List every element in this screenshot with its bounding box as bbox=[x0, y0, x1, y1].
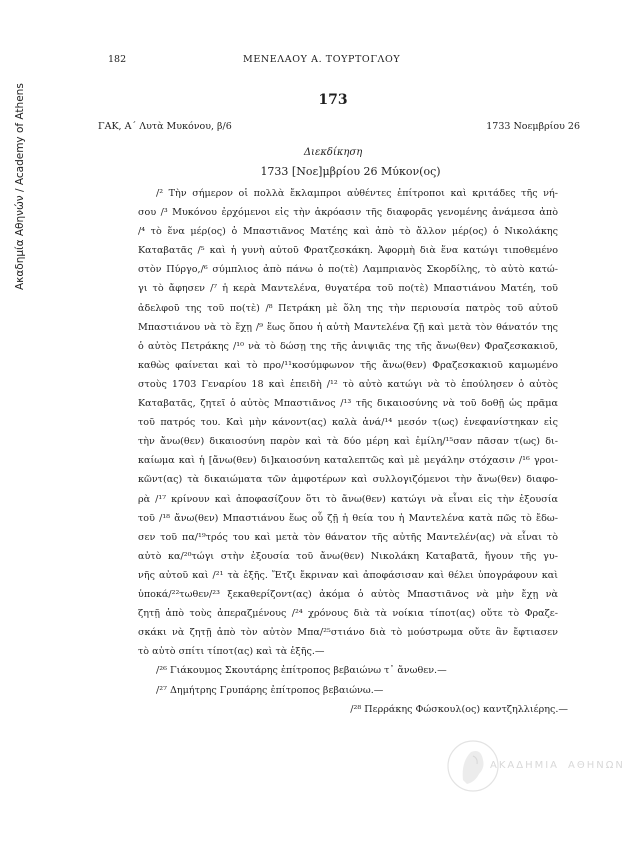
page-number: 182 bbox=[108, 54, 127, 65]
text-line: καθὼς φαίνεται καὶ τὸ προ/¹¹κοσύμφωνον τῆς ἄνω(θεν) Φραζεσκακιοῦ καμωμένο bbox=[138, 359, 558, 371]
watermark-text-left: ΑΚΑΔΗΜΙΑ bbox=[490, 760, 560, 771]
document-title: Διεκδίκηση bbox=[303, 147, 363, 158]
running-title: ΜΕΝΕΛΑΟΥ Α. ΤΟΥΡΤΟΓΛΟΥ bbox=[243, 54, 401, 65]
document-body bbox=[138, 184, 558, 661]
text-line: Καταβατᾶς, ζητεῖ ὁ αὐτὸς Μπαστιᾶνος /¹³ τῆς δικαιοσύνης νὰ τοῦ δοθῇ ὡς πρᾶμα bbox=[138, 398, 558, 410]
document-page bbox=[98, 54, 580, 720]
text-line: γι τὸ ἄφησεν /⁷ ἡ κερὰ Μαντελένα, θυγατέρα τοῦ πο(τὲ) Μπαστιάνου Ματέη, τοῦ bbox=[138, 283, 558, 295]
signature-line: /²⁸ Περράκης Φώσκουλ(ος) καντζηλλιέρης.— bbox=[350, 704, 568, 716]
archive-line bbox=[98, 121, 580, 135]
document-date-line: 1733 [Νοε]μβρίου 26 Μύκον(ος) bbox=[260, 165, 441, 178]
archive-sidebar bbox=[12, 40, 26, 290]
text-line: στοὺς 1703 Γεναρίου 18 καὶ ἐπειδὴ /¹² τὸ αὐτὸ κατώγι νὰ τὸ ἐπούλησεν ὁ αὐτὸς bbox=[138, 378, 558, 390]
text-line: ἀδελφοῦ της τοῦ πο(τὲ) /⁸ Πετράκη μὲ ὅλη της τὴν περιουσία πατρὸς τοῦ αὐτοῦ bbox=[138, 302, 558, 314]
text-line: /² Τὴν σήμερον οἱ πολλὰ ἔκλαμπροι αὐθέντες ἐπίτροποι καὶ κριτάδες τῆς νή- bbox=[156, 188, 558, 199]
text-line: /⁴ τὸ ἕνα μέρ(ος) ὁ Μπαστιᾶνος Ματέης καὶ ἀπὸ τὸ ἄλλον μέρ(ος) ὁ Νικολάκης bbox=[138, 226, 558, 238]
archive-source: ΓΑΚ, Α΄ Λυτὰ Μυκόνου, β/6 bbox=[98, 121, 232, 132]
text-line: ὑποκά/²²τωθεν/²³ ξεκαθερίζοντ(ας) ἀκόμα ὁ αὐτὸς Μπαστιᾶνος νὰ μὴν ἔχῃ νὰ bbox=[138, 588, 558, 600]
signature-line: /²⁶ Γιάκουμος Σκουτάρης ἐπίτροπος βεβαιώνω τ᾽ ἄνωθεν.— bbox=[156, 665, 447, 677]
text-line: αὐτὸ κα/²⁰τώγι στὴν ἐξουσία τοῦ ἄνω(θεν) Νικολάκη Καταβατᾶ, ἤγουν τῆς γυ- bbox=[138, 550, 558, 562]
text-line: στὸν Πύργο,/⁶ σύμπλιος ἀπὸ πάνω ὁ πο(τὲ) Λαμπριανὸς Σκορδίλης, τὸ αὐτὸ κατώ- bbox=[138, 264, 558, 276]
text-line: τὴν ἄνω(θεν) δικαιοσύνη παρὸν καὶ τὰ δύο μέρη καὶ ἐμίλη/¹⁵σαν πᾶσαν τ(ως) δι- bbox=[138, 436, 558, 448]
text-line: ρὰ /¹⁷ κρίνουν καὶ ἀποφασίζουν ὅτι τὸ ἄνω(θεν) κατώγι νὰ εἶναι εἰς τὴν ἐξουσία bbox=[138, 493, 558, 505]
document-number: 173 bbox=[318, 92, 348, 108]
text-line: τοῦ πατρός του. Καὶ μὴν κάνοντ(ας) καλὰ ἀνά/¹⁴ μεσόν τ(ως) ἐνεφανίστηκαν εἰς bbox=[138, 417, 558, 429]
watermark-text-right: ΑΘΗΝΩΝ bbox=[568, 760, 625, 771]
text-line: τὸ αὐτὸ σπίτι τίποτ(ας) καὶ τὰ ἑξῆς.— bbox=[138, 646, 325, 658]
text-line: καίωμα καὶ ἡ [ἄνω(θεν) δι]καιοσύνη καταλεπτῶς καὶ μὲ μεγάλην στόχασιν /¹⁶ γροι- bbox=[138, 455, 558, 467]
text-line: Καταβατᾶς /⁵ καὶ ἡ γυνὴ αὐτοῦ Φρατζεσκάκη. Ἀφορμὴ διὰ ἕνα κατώγι τιποθεμένο bbox=[138, 245, 558, 257]
text-line: σεν τοῦ πα/¹⁹τρός του καὶ μετὰ τὸν θάνατον τῆς αὐτῆς Μαντελέν(ας) νὰ εἶναι τὸ bbox=[138, 531, 558, 543]
signature-line: /²⁷ Δημήτρης Γρυπάρης ἐπίτροπος βεβαιώνω.— bbox=[156, 684, 384, 696]
text-line: ὁ αὐτὸς Πετράκης /¹⁰ νὰ τὸ δώσῃ της τῆς ἀνιψιᾶς της τῆς ἄνω(θεν) Φραζεσκακιοῦ, bbox=[138, 340, 558, 352]
text-line: σκάκι νὰ ζητῇ ἀπὸ τὸν αὐτὸν Μπα/²⁵στιάνο διὰ τὸ μούστρωμα οὔτε ἂν ἔφτιασεν bbox=[138, 627, 558, 639]
text-line: κῶντ(ας) τὰ δικαιώματα τῶν ἀμφοτέρων καὶ συλλογιζόμενοι τὴν ἄνω(θεν) διαφο- bbox=[138, 474, 558, 486]
text-line: νῆς αὐτοῦ καὶ /²¹ τὰ ἑξῆς. Ἔτζι ἔκριναν καὶ ἀποφάσισαν καὶ θέλει ὑπογράφουν καὶ bbox=[138, 569, 558, 581]
text-line: Μπαστιάνου νὰ τὸ ἔχῃ /⁹ ἕως ὅπου ἡ αὐτὴ Μαντελένα ζῇ καὶ μετὰ τὸν θάνατόν της bbox=[138, 321, 558, 333]
text-line: σου /³ Μυκόνου ἐρχόμενοι εἰς τὴν ἀκρόασιν τῆς διαφορᾶς γενομένης ἀνάμεσα ἀπὸ bbox=[138, 207, 558, 219]
text-line: ζητῇ ἀπὸ τοὺς ἀπεραζμένους /²⁴ χρόνους διὰ τὰ νοίκια τίποτ(ας) οὔτε τὸ Φραζε- bbox=[138, 608, 558, 620]
document-date-right: 1733 Νοεμβρίου 26 bbox=[486, 121, 580, 132]
running-head bbox=[108, 54, 568, 72]
sidebar-label: Ακαδημία Αθηνών / Academy of Athens bbox=[14, 83, 26, 290]
signatures bbox=[138, 661, 568, 719]
text-line: τοῦ /¹⁸ ἄνω(θεν) Μπαστιάνου ἕως οὗ ζῇ ἡ θεία του ἡ Μαντελένα κατὰ πῶς τὸ ἔδω- bbox=[138, 512, 558, 524]
